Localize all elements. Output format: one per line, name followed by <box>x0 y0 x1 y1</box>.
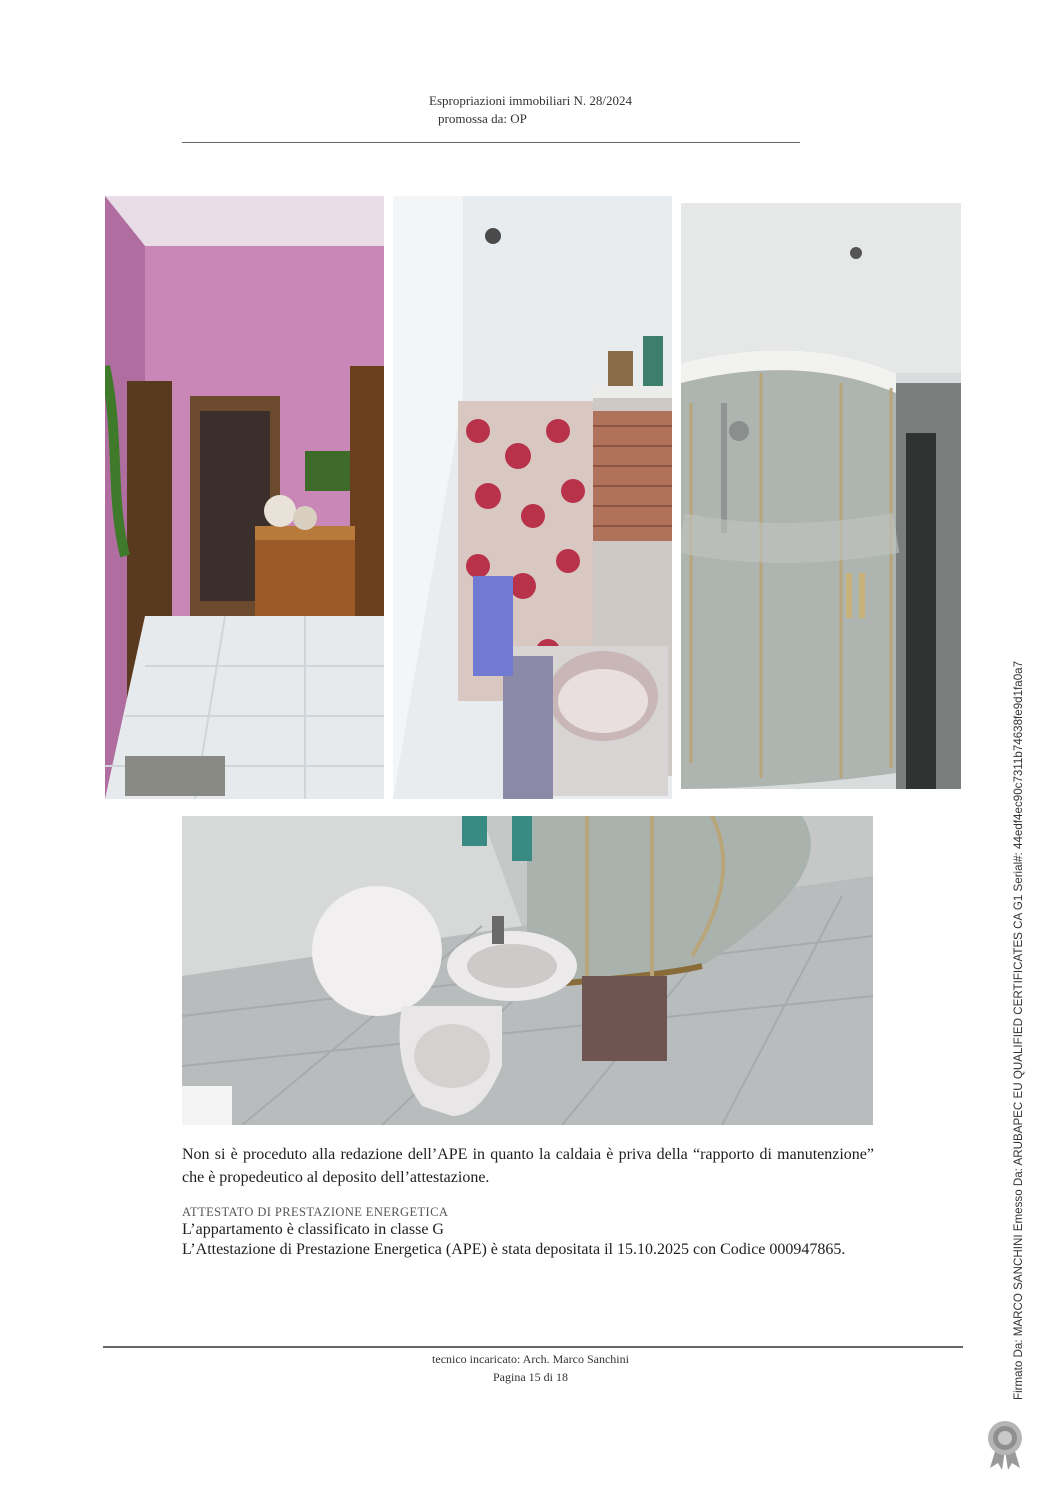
photo-toilet-bidet <box>182 816 873 1125</box>
photo-corridor-pink <box>105 196 384 799</box>
footer-page-number: Pagina 15 di 18 <box>493 1370 568 1384</box>
header-subtitle: promossa da: OP <box>438 111 527 126</box>
header-rule <box>182 142 800 143</box>
photo-shower-cabin <box>681 203 961 789</box>
photo-bathroom-sink <box>393 196 672 799</box>
digital-signature-text: Firmato Da: MARCO SANCHINI Emesso Da: ARUBAPEC EU QUALIFIED CERTIFICATES CA G1 Serial#: 44edf4ec90c7311b74638fe9d1fa0a7 <box>1012 660 1025 1400</box>
footer-technician: tecnico incaricato: Arch. Marco Sanchini <box>432 1352 629 1366</box>
footer-rule <box>103 1346 963 1348</box>
paragraph-ape-note: Non si è proceduto alla redazione dell’APE in quanto la caldaia è priva della “rapporto di manutenzione” che è propedeutico al deposito dell’attestazione. <box>182 1146 874 1186</box>
header-title: Espropriazioni immobiliari N. 28/2024 <box>429 93 632 108</box>
ape-deposit-line: L’Attestazione di Prestazione Energetica (APE) è stata depositata il 15.10.2025 con Codice 000947865. <box>182 1241 846 1258</box>
seal-icon <box>982 1418 1028 1470</box>
section-title: ATTESTATO DI PRESTAZIONE ENERGETICA <box>182 1205 449 1219</box>
energy-class-line: L’appartamento è classificato in classe G <box>182 1221 444 1238</box>
